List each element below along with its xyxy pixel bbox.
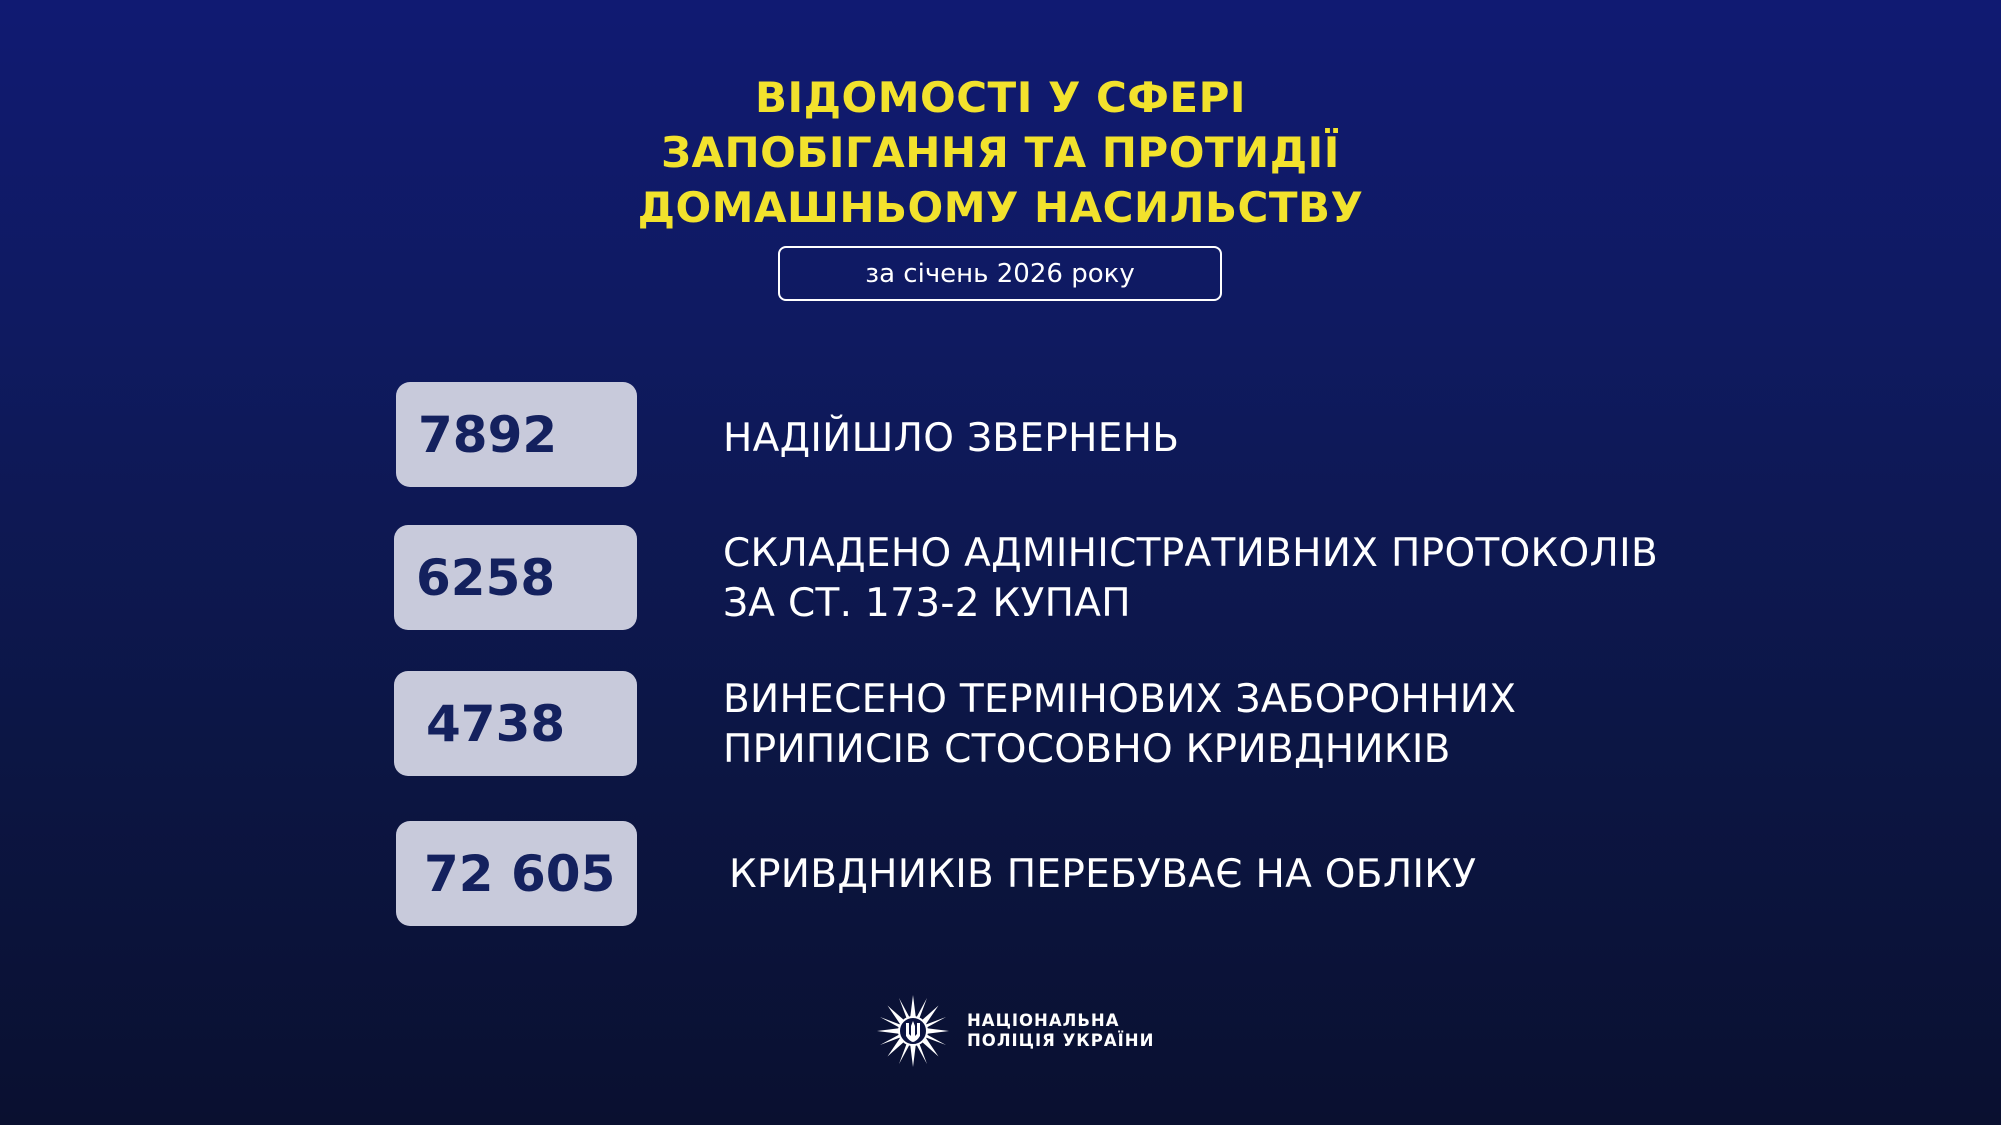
stat-label-protocols-line-1: СКЛАДЕНО АДМІНІСТРАТИВНИХ ПРОТОКОЛІВ	[723, 531, 1659, 576]
logo-text-line-2: ПОЛІЦІЯ УКРАЇНИ	[967, 1031, 1155, 1050]
stat-label-protocols	[723, 529, 1658, 629]
stat-label-registered-offenders-line-1: КРИВДНИКІВ ПЕРЕБУВАЄ НА ОБЛІКУ	[729, 852, 1477, 897]
stat-value-protocols: 6258	[394, 525, 637, 630]
title-line-2: ЗАПОБІГАННЯ ТА ПРОТИДІЇ	[661, 128, 1340, 177]
stat-value-appeals: 7892	[396, 382, 637, 487]
period-badge	[778, 246, 1222, 301]
stat-label-restraining-orders	[723, 675, 1516, 775]
stat-label-restraining-orders-line-1: ВИНЕСЕНО ТЕРМІНОВИХ ЗАБОРОННИХ	[723, 677, 1517, 722]
footer-logo	[875, 993, 1154, 1069]
stat-label-protocols-line-2: ЗА СТ. 173-2 КУПАП	[723, 581, 1131, 626]
title-line-1: ВІДОМОСТІ У СФЕРІ	[754, 73, 1247, 122]
logo-text-line-1: НАЦІОНАЛЬНА	[967, 1011, 1120, 1030]
stat-value-restraining-orders: 4738	[394, 671, 637, 776]
stat-label-appeals-line-1: НАДІЙШЛО ЗВЕРНЕНЬ	[723, 416, 1180, 461]
page-title	[0, 70, 2001, 235]
period-label: за січень 2026 року	[865, 258, 1135, 289]
logo-text	[967, 1011, 1154, 1051]
stat-label-appeals	[723, 414, 1179, 464]
stat-label-restraining-orders-line-2: ПРИПИСІВ СТОСОВНО КРИВДНИКІВ	[723, 727, 1451, 772]
stat-label-registered-offenders	[729, 850, 1476, 900]
stat-value-registered-offenders: 72 605	[396, 821, 637, 926]
police-star-icon	[875, 993, 951, 1069]
title-line-3: ДОМАШНЬОМУ НАСИЛЬСТВУ	[637, 183, 1364, 232]
